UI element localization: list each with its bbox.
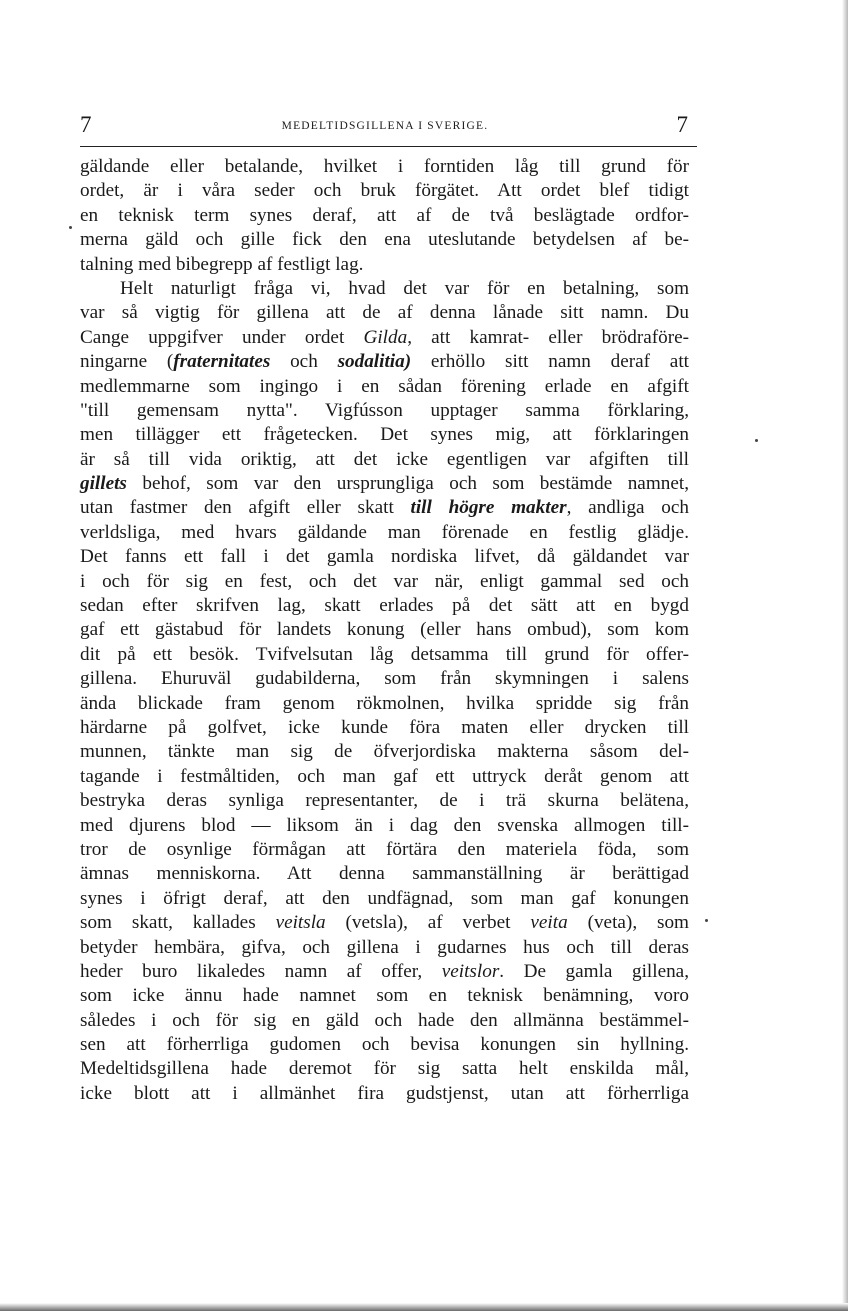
scan-speck [705, 919, 708, 922]
text-line: talning med bibegrepp af festligt lag. [80, 253, 364, 275]
text-line: tagande i festmåltiden, och man gaf ett uttryck deråt genom att [80, 765, 689, 787]
text-line: är så till vida oriktig, att det icke egentligen var afgiften till [80, 448, 689, 470]
text-line: heder buro likaledes namn af offer, veitslor. De gamla gillena, [80, 960, 689, 982]
text-line: Helt naturligt fråga vi, hvad det var för en betalning, som [120, 277, 689, 299]
scan-edge-right [842, 0, 848, 1311]
text-line: som icke ännu hade namnet som en teknisk benämning, voro [80, 985, 689, 1007]
text-line: ämnas menniskorna. Att denna sammanställning är berättigad [80, 863, 689, 885]
text-line: gillets behof, som var den ursprungliga och som bestämde namnet, [80, 473, 689, 495]
text-line: "till gemensam nytta". Vigfússon upptager samma förklaring, [80, 399, 689, 421]
text-line: Cange uppgifver under ordet Gilda, att kamrat- eller brödraföre- [80, 326, 689, 348]
text-line: härdarne på golfvet, icke kunde föra maten eller drycken till [80, 716, 689, 738]
text-line: utan fastmer den afgift eller skatt till högre makter, andliga och [80, 497, 689, 519]
text-line: gaf ett gästabud för landets konung (eller hans ombud), som kom [80, 619, 689, 641]
text-line: ningarne (fraternitates och sodalitia) erhöllo sitt namn deraf att [80, 351, 689, 373]
page-header [80, 112, 690, 142]
text-line: bestryka deras synliga representanter, de i trä skurna belätena, [80, 790, 689, 812]
text-line: sedan efter skrifven lag, skatt erlades på det sätt att en bygd [80, 595, 689, 617]
text-line: medlemmarne som ingingo i en sådan förening erlade en afgift [80, 375, 689, 397]
text-line: gillena. Ehuruväl gudabilderna, som från skymningen i salens [80, 668, 689, 690]
text-line: ända blickade fram genom rökmolnen, hvilka spridde sig från [80, 692, 689, 714]
body-text [80, 155, 689, 1106]
text-line: sen att förherrliga gudomen och bevisa konungen sin hyllning. [80, 1034, 689, 1056]
text-line: men tillägger ett frågetecken. Det synes mig, att förklaringen [80, 424, 689, 446]
header-rule [80, 146, 697, 147]
text-line: med djurens blod — liksom än i dag den svenska allmogen till- [80, 814, 689, 836]
text-line: tror de osynlige förmågan att förtära den materiela föda, som [80, 838, 689, 860]
text-line: en teknisk term synes deraf, att af de två beslägtade ordfor- [80, 204, 689, 226]
text-line: icke blott att i allmänhet fira gudstjenst, utan att förherrliga [80, 1082, 689, 1104]
scan-speck [755, 439, 758, 442]
text-line: Det fanns ett fall i det gamla nordiska lifvet, då gäldandet var [80, 546, 689, 568]
text-line: betyder hembära, gifva, och gillena i gudarnes hus och till deras [80, 936, 689, 958]
page-number-left: 7 [80, 112, 92, 137]
scan-speck [69, 226, 72, 229]
text-line: gäldande eller betalande, hvilket i forntiden låg till grund för [80, 156, 689, 177]
text-line: ordet, är i våra seder och bruk förgätet. Att ordet blef tidigt [80, 180, 689, 202]
page-number-right: 7 [676, 112, 688, 137]
text-line: munnen, tänkte man sig de öfverjordiska makterna såsom del- [80, 741, 689, 763]
scan-edge-bottom [0, 1303, 848, 1311]
text-line: således i och för sig en gäld och hade den allmänna bestämmel- [80, 1009, 689, 1031]
text-line: verldsliga, med hvars gäldande man förenade en festlig glädje. [80, 521, 689, 543]
text-line: synes i öfrigt deraf, att den undfägnad, som man gaf konungen [80, 887, 689, 909]
text-line: merna gäld och gille fick den ena uteslutande betydelsen af be- [80, 229, 689, 251]
text-line: som skatt, kallades veitsla (vetsla), af verbet veita (veta), som [80, 912, 689, 934]
text-line: dit på ett besök. Tvifvelsutan låg detsamma till grund för offer- [80, 643, 689, 665]
text-line: Medeltidsgillena hade deremot för sig satta helt enskilda mål, [80, 1058, 689, 1080]
text-line: var så vigtig för gillena att de af denna lånade sitt namn. Du [80, 302, 689, 324]
text-line: i och för sig en fest, och det var när, enligt gammal sed och [80, 570, 689, 592]
running-title: MEDELTIDSGILLENA I SVERIGE. [281, 120, 489, 132]
